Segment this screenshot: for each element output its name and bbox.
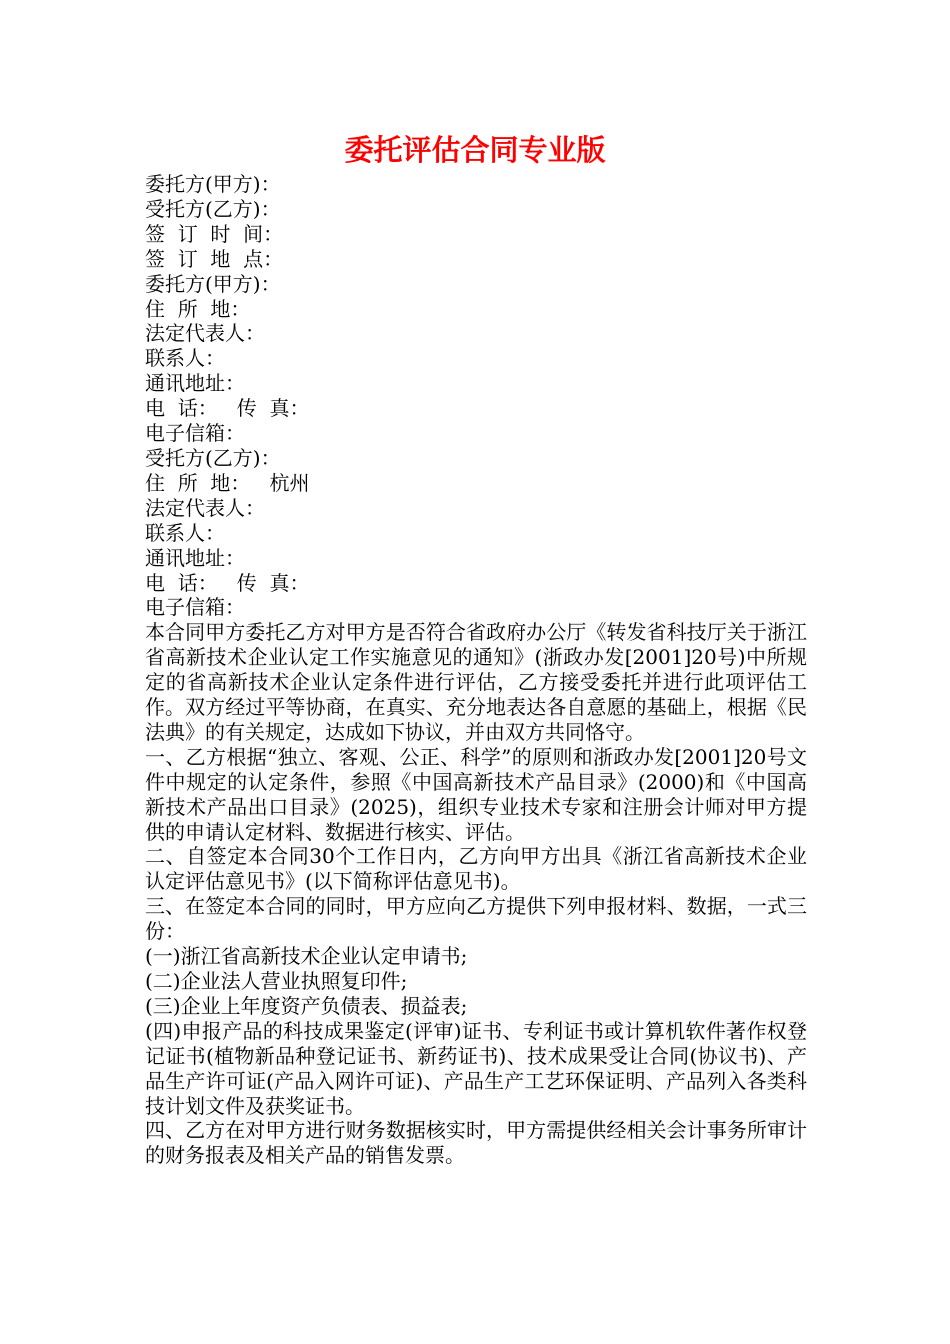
party-b-address-label: 住 所 地： 杭州 [145, 470, 310, 495]
party-b-label: 受托方(乙方)： [145, 196, 281, 221]
document-body [145, 172, 807, 1168]
clause-3-item-2: (二)企业法人营业执照复印件; [145, 969, 408, 993]
clause-3-item-1: (一)浙江省高新技术企业认定申请书; [145, 944, 468, 969]
party-a-address-label: 住 所 地： [145, 296, 251, 321]
clause-3-item-4: (四)申报产品的科技成果鉴定(评审)证书、专利证书或计算机软件著作权登记证书(植物新品种登记证书、新药证书)、技术成果受让合同(协议书)、产品生产许可证(产品入网许可证)、产品生产工艺环保证明、产品列入各类科技计划文件及获奖证书。 [145, 1018, 807, 1118]
clause-3-paragraph: 三、在签定本合同的同时，甲方应向乙方提供下列申报材料、数据，一式三份： [145, 894, 807, 944]
clause-2-paragraph: 二、自签定本合同30个工作日内，乙方向甲方出具《浙江省高新技术企业认定评估意见书》(以下简称评估意见书)。 [145, 844, 807, 894]
party-b-contact-label: 联系人： [145, 520, 225, 545]
contract-intro-paragraph: 本合同甲方委托乙方对甲方是否符合省政府办公厅《转发省科技厅关于浙江省高新技术企业认定工作实施意见的通知》(浙政办发[2001]20号)中所规定的省高新技术企业认定条件进行评估，乙方接受委托并进行此项评估工作。双方经过平等协商，在真实、充分地表达各自意愿的基础上，根据《民法典》的有关规定，达成如下协议，并由双方共同恪守。 [145, 620, 807, 744]
clause-1-paragraph: 一、乙方根据“独立、客观、公正、科学”的原则和浙政办发[2001]20号文件中规定的认定条件，参照《中国高新技术产品目录》(2000)和《中国高新技术产品出口目录》(2025)，组织专业技术专家和注册会计师对甲方提供的申请认定材料、数据进行核实、评估。 [145, 744, 807, 844]
signing-place-label: 签 订 地 点： [145, 246, 284, 271]
party-a-phone-fax-label: 电 话： 传 真： [145, 396, 310, 421]
party-a-section-label: 委托方(甲方)： [145, 271, 281, 296]
clause-4-paragraph: 四、乙方在对甲方进行财务数据核实时，甲方需提供经相关会计事务所审计的财务报表及相关产品的销售发票。 [145, 1118, 807, 1168]
party-a-contact-label: 联系人： [145, 346, 225, 371]
party-a-label: 委托方(甲方)： [145, 172, 281, 196]
party-b-mailing-address-label: 通讯地址： [145, 545, 245, 570]
clause-3-item-3: (三)企业上年度资产负债表、损益表; [145, 993, 468, 1018]
party-a-legal-rep-label: 法定代表人： [145, 321, 265, 346]
party-b-phone-fax-label: 电 话： 传 真： [145, 570, 310, 595]
party-b-email-label: 电子信箱： [145, 595, 245, 620]
party-b-legal-rep-label: 法定代表人： [145, 495, 265, 520]
party-a-email-label: 电子信箱： [145, 421, 245, 446]
party-b-section-label: 受托方(乙方)： [145, 445, 281, 470]
signing-time-label: 签 订 时 间： [145, 221, 284, 246]
party-a-mailing-address-label: 通讯地址： [145, 371, 245, 396]
document-title: 委托评估合同专业版 [344, 133, 606, 167]
